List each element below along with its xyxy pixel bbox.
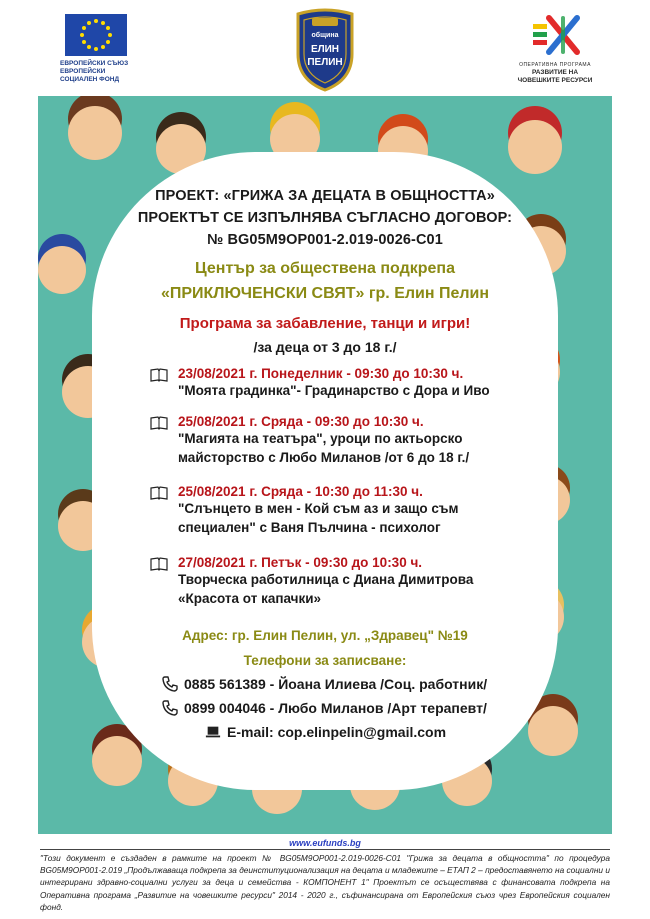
event-description: Творческа работилница с Диана Димитрова (178, 572, 474, 587)
child-illustration (270, 114, 320, 164)
event-description: майсторство с Любо Миланов /от 6 до 18 г./ (178, 450, 470, 465)
laptop-icon (205, 724, 221, 740)
book-icon (150, 557, 168, 571)
program-title: Програма за забавление, танци и игри! (179, 315, 471, 332)
book-icon (150, 486, 168, 500)
event-description: «Красота от капачки» (178, 591, 322, 606)
phone-number-2: 0899 004046 - Любо Миланов /Арт терапевт/ (184, 700, 487, 716)
event-description: "Моята градинка"- Градинарство с Дора и Иво (178, 383, 490, 398)
event-date: 27/08/2021 г. Петък - 09:30 до 10:30 ч. (178, 555, 423, 570)
event-date: 25/08/2021 г. Сряда - 09:30 до 10:30 ч. (178, 414, 424, 429)
child-illustration (528, 706, 578, 756)
eu-text-line: ЕВРОПЕЙСКИ СЪЮЗ (60, 60, 129, 67)
program-age: /за деца от 3 до 18 г./ (253, 339, 397, 355)
footer-divider (40, 849, 610, 850)
event-date: 25/08/2021 г. Сряда - 10:30 до 11:30 ч. (178, 484, 423, 499)
event-description: "Слънцето в мен - Кой съм аз и защо съм (178, 501, 459, 516)
phone-icon (162, 700, 178, 716)
municipal-crest-icon (292, 8, 358, 92)
op-small-text: ОПЕРАТИВНА ПРОГРАМА (519, 62, 591, 68)
event-description: специален" с Ваня Пълчина - психолог (178, 520, 441, 535)
eu-logo (60, 14, 132, 84)
child-illustration (58, 501, 108, 551)
address: Адрес: гр. Елин Пелин, ул. „Здравец" №19 (182, 628, 468, 643)
eu-logo-text (60, 60, 132, 84)
eu-text-line: СОЦИАЛЕН ФОНД (60, 76, 120, 83)
phone-line-1 (162, 676, 487, 692)
eu-flag-icon (65, 14, 127, 56)
phone-line-2 (162, 700, 487, 716)
child-illustration (92, 736, 142, 786)
op-logo-icon (525, 14, 585, 56)
op-name-line-2: ЧОВЕШКИТЕ РЕСУРСИ (517, 77, 593, 84)
child-illustration (508, 120, 562, 174)
email-address: E-mail: cop.elinpelin@gmail.com (227, 724, 447, 740)
center-title-line-1: Център за обществена подкрепа (195, 260, 455, 277)
phone-icon (162, 676, 178, 692)
phone-number-1: 0885 561389 - Йоана Илиева /Соц. работник/ (184, 676, 488, 692)
phones-title: Телефони за записване: (243, 653, 407, 668)
project-line-1: ПРОЕКТ: «ГРИЖА ЗА ДЕЦАТА В ОБЩНОСТТА» (155, 188, 495, 204)
municipal-top-text: община (311, 32, 339, 39)
eufunds-link[interactable]: www.eufunds.bg (289, 838, 361, 848)
child-illustration (156, 124, 206, 174)
eu-text-line: ЕВРОПЕЙСКИ (60, 68, 106, 75)
event-date: 23/08/2021 г. Понеделник - 09:30 до 10:30 ч. (178, 366, 464, 381)
email-line (205, 724, 446, 740)
op-name-line-1: РАЗВИТИЕ НА (531, 69, 579, 76)
child-illustration (68, 106, 122, 160)
project-contract-number: № BG05M9OP001-2.019-0026-C01 (207, 232, 443, 248)
book-icon (150, 416, 168, 430)
footer-disclaimer: "Този документ е създаден в рамките на проект № BG05M9OP001-2.019-0026-C01 "Грижа за децата в общността" по процедура BG05M9OP001-2.019 „Продължаваща подкрепа за деинституционализация на децата и младежите – ЕТАП 2 – предоставянето на социални и интегрирани здравно-социални услуги за деца и семейства - КОМПОНЕНТ 1" Проектът се осъществява с финансовата подкрепа на Оперативна програма „Развитие на човешките ресурси" 2014 - 2020 г., съфинансирана от Европейския съюз чрез Европейския социален фонд. (40, 853, 610, 912)
project-line-2: ПРОЕКТЪТ СЕ ИЗПЪЛНЯВА СЪГЛАСНО ДОГОВОР: (137, 210, 513, 226)
op-logo (500, 14, 610, 85)
header (0, 0, 650, 96)
book-icon (150, 368, 168, 382)
municipal-name-2: ПЕЛИН (307, 57, 343, 68)
center-title-line-2: «ПРИКЛЮЧЕНСКИ СВЯТ» гр. Елин Пелин (160, 285, 490, 302)
municipal-name-1: ЕЛИН (310, 44, 340, 55)
event-description: "Магията на театъра", уроци по актьорско (178, 431, 463, 446)
